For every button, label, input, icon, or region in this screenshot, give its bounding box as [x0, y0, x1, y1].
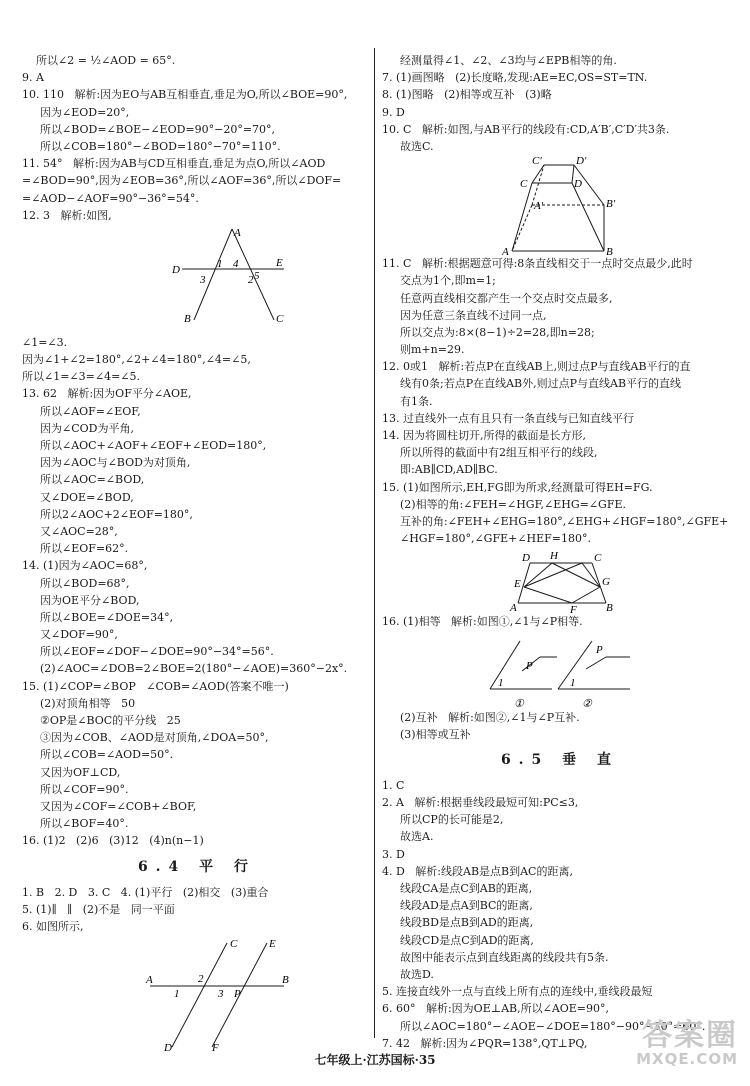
figure-label: D	[172, 263, 180, 276]
figure-label: E	[514, 578, 521, 591]
answer-line: 15. (1)如图所示,EH,FG即为所求,经测量可得EH=FG.	[382, 480, 653, 494]
figure-svg	[382, 547, 732, 613]
figure-label: G	[602, 576, 610, 589]
answer-line: 13. 62 解析:因为OF平分∠AOE,	[22, 387, 192, 401]
answer-line: 互补的角:∠FEH+∠EHG=180°,∠EHG+∠HGF=180°,∠GFE+	[400, 514, 729, 528]
answer-line: 故图中能表示点到直线距离的线段共有5条.	[400, 950, 609, 964]
figure-label: C	[520, 178, 528, 191]
figure-label: A′	[534, 200, 544, 213]
figure-label: D′	[576, 155, 587, 168]
figure-label: 1	[570, 676, 576, 689]
answer-line: 线段AD是点A到BC的距离,	[400, 899, 533, 913]
answer-line: 故选C.	[400, 139, 434, 153]
figure-line	[512, 183, 532, 251]
figure-line	[532, 165, 544, 183]
answer-line: 3. D	[382, 847, 405, 861]
answer-line: 1. B 2. D 3. C 4. (1)平行 (2)相交 (3)重合	[22, 885, 269, 899]
answer-line: 5. (1)∥ ∥ (2)不是 同一平面	[22, 902, 175, 916]
answer-line: 线有0条;若点P在直线AB外,则过点P与直线AB平行的直线	[400, 377, 682, 391]
figure-label: P	[596, 643, 603, 656]
answer-line: 16. (1)相等 解析:如图①,∠1与∠P相等.	[382, 615, 583, 629]
watermark-url: MXQE.COM	[636, 1050, 738, 1068]
figure-label: F	[570, 604, 577, 614]
answer-line: ∠HGF=180°,∠GFE+∠HEF=180°.	[400, 532, 592, 546]
answer-line: 所以∠BOF=40°.	[40, 817, 129, 831]
figure-label: 1	[498, 676, 504, 689]
figure-label: H	[550, 550, 558, 563]
answer-line: 1. C	[382, 778, 405, 792]
answer-line: 10. 110 解析:因为EO与AB互相垂直,垂足为O,所以∠BOE=90°,	[22, 88, 348, 102]
answer-line: 13. 过直线外一点有且只有一条直线与已知直线平行	[382, 411, 634, 425]
figure-label: E	[276, 256, 283, 269]
answer-line: 8. (1)图略 (2)相等或互补 (3)略	[382, 88, 552, 102]
figure-line	[490, 641, 520, 689]
answer-line: =∠BOD=90°,因为∠EOB=36°,所以∠AOF=36°,所以∠DOF=	[22, 174, 342, 188]
watermark-logo: 答案圈	[642, 1018, 738, 1053]
figure-label: F	[212, 1042, 219, 1054]
figure-line	[582, 563, 600, 587]
answer-line: 5. 连接直线外一点与直线上所有点的连线中,垂线段最短	[382, 985, 653, 999]
answer-line: 12. 3 解析:如图,	[22, 208, 112, 222]
answer-line: 线段BD是点B到AD的距离,	[400, 916, 534, 930]
figure-label: E	[269, 938, 276, 951]
answer-line: 线段CD是点C到AD的距离,	[400, 933, 534, 947]
answer-line: 2. A 解析:根据垂线段最短可知:PC≤3,	[382, 796, 579, 810]
answer-line: (3)相等或互补	[400, 727, 471, 741]
answer-line: 6. 60° 解析:因为OE⊥AB,所以∠AOE=90°,	[382, 1002, 610, 1016]
figure-dashed-line	[532, 165, 544, 205]
section-heading: 6.5 垂 直	[500, 751, 620, 768]
answer-line: 所以2∠AOC+2∠EOF=180°,	[40, 507, 193, 521]
answer-line: 9. A	[22, 71, 44, 85]
answer-line: 7. 42 解析:因为∠PQR=138°,QT⊥PQ,	[382, 1036, 588, 1050]
answer-line: (2)∠AOC=∠DOB=2∠BOE=2(180°−∠AOE)=360°−2x°.	[40, 662, 348, 676]
figure-svg	[382, 631, 732, 709]
answer-line: (2)相等的角:∠FEH=∠HGF,∠EHG=∠GFE.	[400, 497, 626, 511]
figure-label: A	[510, 602, 517, 614]
answer-line: 因为∠COD为平角,	[40, 421, 134, 435]
answer-line: 12. 0或1 解析:若点P在直线AB上,则过点P与直线AB平行的直	[382, 360, 691, 374]
answer-line: 线段CA是点C到AB的距离,	[400, 882, 533, 895]
figure-f10	[382, 155, 738, 255]
figure-f16	[382, 631, 738, 709]
figure-label: ②	[582, 697, 592, 709]
answer-line: 所以所得的截面中有2组互相平行的线段,	[400, 446, 598, 460]
answer-line: ③因为∠COB、∠AOD是对顶角,∠DOA=50°,	[40, 731, 269, 745]
answer-line: 因为任意三条直线不过同一点,	[400, 308, 547, 322]
figure-label: P	[526, 659, 533, 672]
answer-line: 所以∠EOF=∠DOF−∠DOE=90°−34°=56°.	[40, 645, 274, 659]
answer-line: 15. (1)∠COP=∠BOP ∠COB=∠AOD(答案不唯一)	[22, 679, 289, 693]
figure-label: B	[184, 312, 191, 325]
figure-label: 1	[217, 257, 223, 270]
figure-label: 4	[233, 257, 239, 270]
figure-line	[572, 587, 600, 603]
figure-svg	[22, 224, 372, 334]
answer-line: 所以∠1=∠3=∠4=∠5.	[22, 370, 141, 384]
answer-line: 所以∠EOF=62°.	[40, 542, 129, 556]
answer-line: 所以∠AOC+∠AOF+∠EOF+∠EOD=180°,	[40, 439, 267, 452]
answer-line: 又∠DOE=∠BOD,	[40, 490, 134, 504]
figure-label: C′	[532, 155, 542, 168]
figure-svg	[22, 935, 372, 1053]
answer-line: 6. 如图所示,	[22, 919, 84, 933]
answer-line: 11. C 解析:根据题意可得:8条直线相交于一点时交点最少,此时	[382, 257, 693, 271]
figure-line	[586, 657, 606, 669]
figure-label: 3	[200, 273, 206, 286]
answer-line: 9. D	[382, 105, 405, 119]
page-footer: 七年级上·江苏国标·35	[314, 1053, 436, 1067]
figure-label: 1	[174, 988, 180, 1001]
answer-line: 又∠AOC=28°,	[40, 524, 118, 538]
answer-line: 因为∠1+∠2=180°,∠2+∠4=180°,∠4=∠5,	[22, 353, 251, 367]
answer-line: 所以∠AOF=∠EOF,	[40, 404, 141, 418]
answer-line: ∠1=∠3.	[22, 335, 68, 349]
watermark	[636, 1010, 738, 1068]
figure-line	[524, 563, 552, 587]
answer-line: 则m+n=29.	[400, 343, 465, 357]
right-column	[382, 52, 738, 1052]
figure-label: A	[502, 246, 509, 256]
answer-line: 7. (1)画图略 (2)长度略,发现:AE=EC,OS=ST=TN.	[382, 71, 648, 85]
figure-f15	[382, 547, 738, 613]
figure-label: B	[606, 602, 613, 614]
figure-label: C	[230, 938, 238, 951]
answer-line: 又∠DOF=90°,	[40, 628, 118, 642]
figure-line	[572, 183, 604, 251]
answer-line: 所以交点为:8×(8−1)÷2=28,即n=28;	[400, 325, 595, 339]
answer-line: 所以∠2 = ½∠AOD = 65°.	[22, 54, 176, 67]
figure-label: 5	[254, 269, 260, 282]
figure-label: D	[164, 1042, 172, 1054]
answer-line: 故选A.	[400, 830, 434, 844]
answer-line: 所以∠BOE=∠DOE=34°,	[40, 610, 174, 624]
figure-label: D	[574, 178, 582, 191]
column-divider	[374, 48, 375, 1038]
answer-line: 又因为∠COF=∠COB+∠BOF,	[40, 799, 197, 813]
answer-line: 因为OE平分∠BOD,	[40, 593, 140, 607]
figure-label: 2	[248, 273, 254, 286]
figure-label: P	[234, 988, 241, 1001]
answer-line: (2)互补 解析:如图②,∠1与∠P互补.	[400, 710, 580, 724]
answer-line: 所以∠BOD=68°,	[40, 576, 130, 590]
answer-line: 所以∠BOD=∠BOE−∠EOD=90°−20°=70°,	[40, 122, 276, 136]
figure-label: D	[522, 552, 530, 565]
figure-label: C	[594, 552, 602, 565]
answer-line: 14. (1)因为∠AOC=68°,	[22, 559, 148, 573]
answer-line: 有1条.	[400, 394, 433, 408]
answer-line: 所以∠COB=180°−∠BOD=180°−70°=110°.	[40, 139, 281, 153]
answer-line: 10. C 解析:如图,与AB平行的线段有:CD,A′B′,C′D′共3条.	[382, 122, 670, 136]
answer-line: 因为∠EOD=20°,	[40, 105, 130, 119]
figure-label: 2	[198, 973, 204, 986]
answer-line: =∠AOD−∠AOF=90°−36°=54°.	[22, 191, 199, 205]
answer-line: 故选D.	[400, 967, 434, 981]
answer-line: 11. 54° 解析:因为AB与CD互相垂直,垂足为点O,所以∠AOD	[22, 157, 326, 171]
answer-line: 所以CP的长可能是2,	[400, 813, 504, 827]
answer-line: 即:AB∥CD,AD∥BC.	[400, 463, 498, 477]
answer-line: 任意两直线相交都产生一个交点时交点最多,	[400, 291, 613, 305]
figure-svg	[382, 155, 732, 255]
answer-line: 14. 因为将圆柱切开,所得的截面是长方形,	[382, 429, 586, 442]
answer-line: 交点为1个,即m=1;	[400, 274, 496, 288]
figure-line	[524, 587, 572, 603]
figure-label: ①	[514, 697, 524, 709]
figure-label: C	[276, 312, 284, 325]
figure-f6	[22, 935, 372, 1053]
figure-f12	[22, 224, 372, 334]
figure-label: B	[282, 974, 289, 987]
figure-dashed-line	[512, 205, 532, 251]
answer-line: 所以∠AOC=180°−∠AOE−∠DOE=180°−90°−30°=60°.	[400, 1019, 706, 1033]
answer-line: 所以∠AOC=∠BOD,	[40, 473, 145, 487]
answer-line: 4. D 解析:线段AB是点B到AC的距离,	[382, 864, 573, 878]
answer-line: 因为∠AOC与∠BOD为对顶角,	[40, 456, 191, 470]
answer-line: 所以∠COB=∠AOD=50°.	[40, 748, 174, 762]
figure-label: B′	[606, 198, 616, 211]
figure-line	[524, 563, 582, 587]
left-column	[22, 52, 372, 1053]
answer-line: 又因为OF⊥CD,	[40, 765, 121, 779]
figure-label: A	[146, 974, 153, 987]
figure-label: B	[606, 246, 613, 256]
answer-line: (2)对顶角相等 50	[40, 696, 136, 710]
figure-label: A	[234, 226, 241, 239]
answer-line: ②OP是∠BOC的平分线 25	[40, 714, 181, 727]
answer-line: 经测量得∠1、∠2、∠3均与∠EPB相等的角.	[400, 54, 617, 67]
figure-label: 3	[218, 988, 224, 1001]
answer-line: 16. (1)2 (2)6 (3)12 (4)n(n−1)	[22, 834, 204, 848]
answer-line: 所以∠COF=90°.	[40, 782, 129, 796]
section-heading: 6.4 平 行	[137, 858, 257, 875]
